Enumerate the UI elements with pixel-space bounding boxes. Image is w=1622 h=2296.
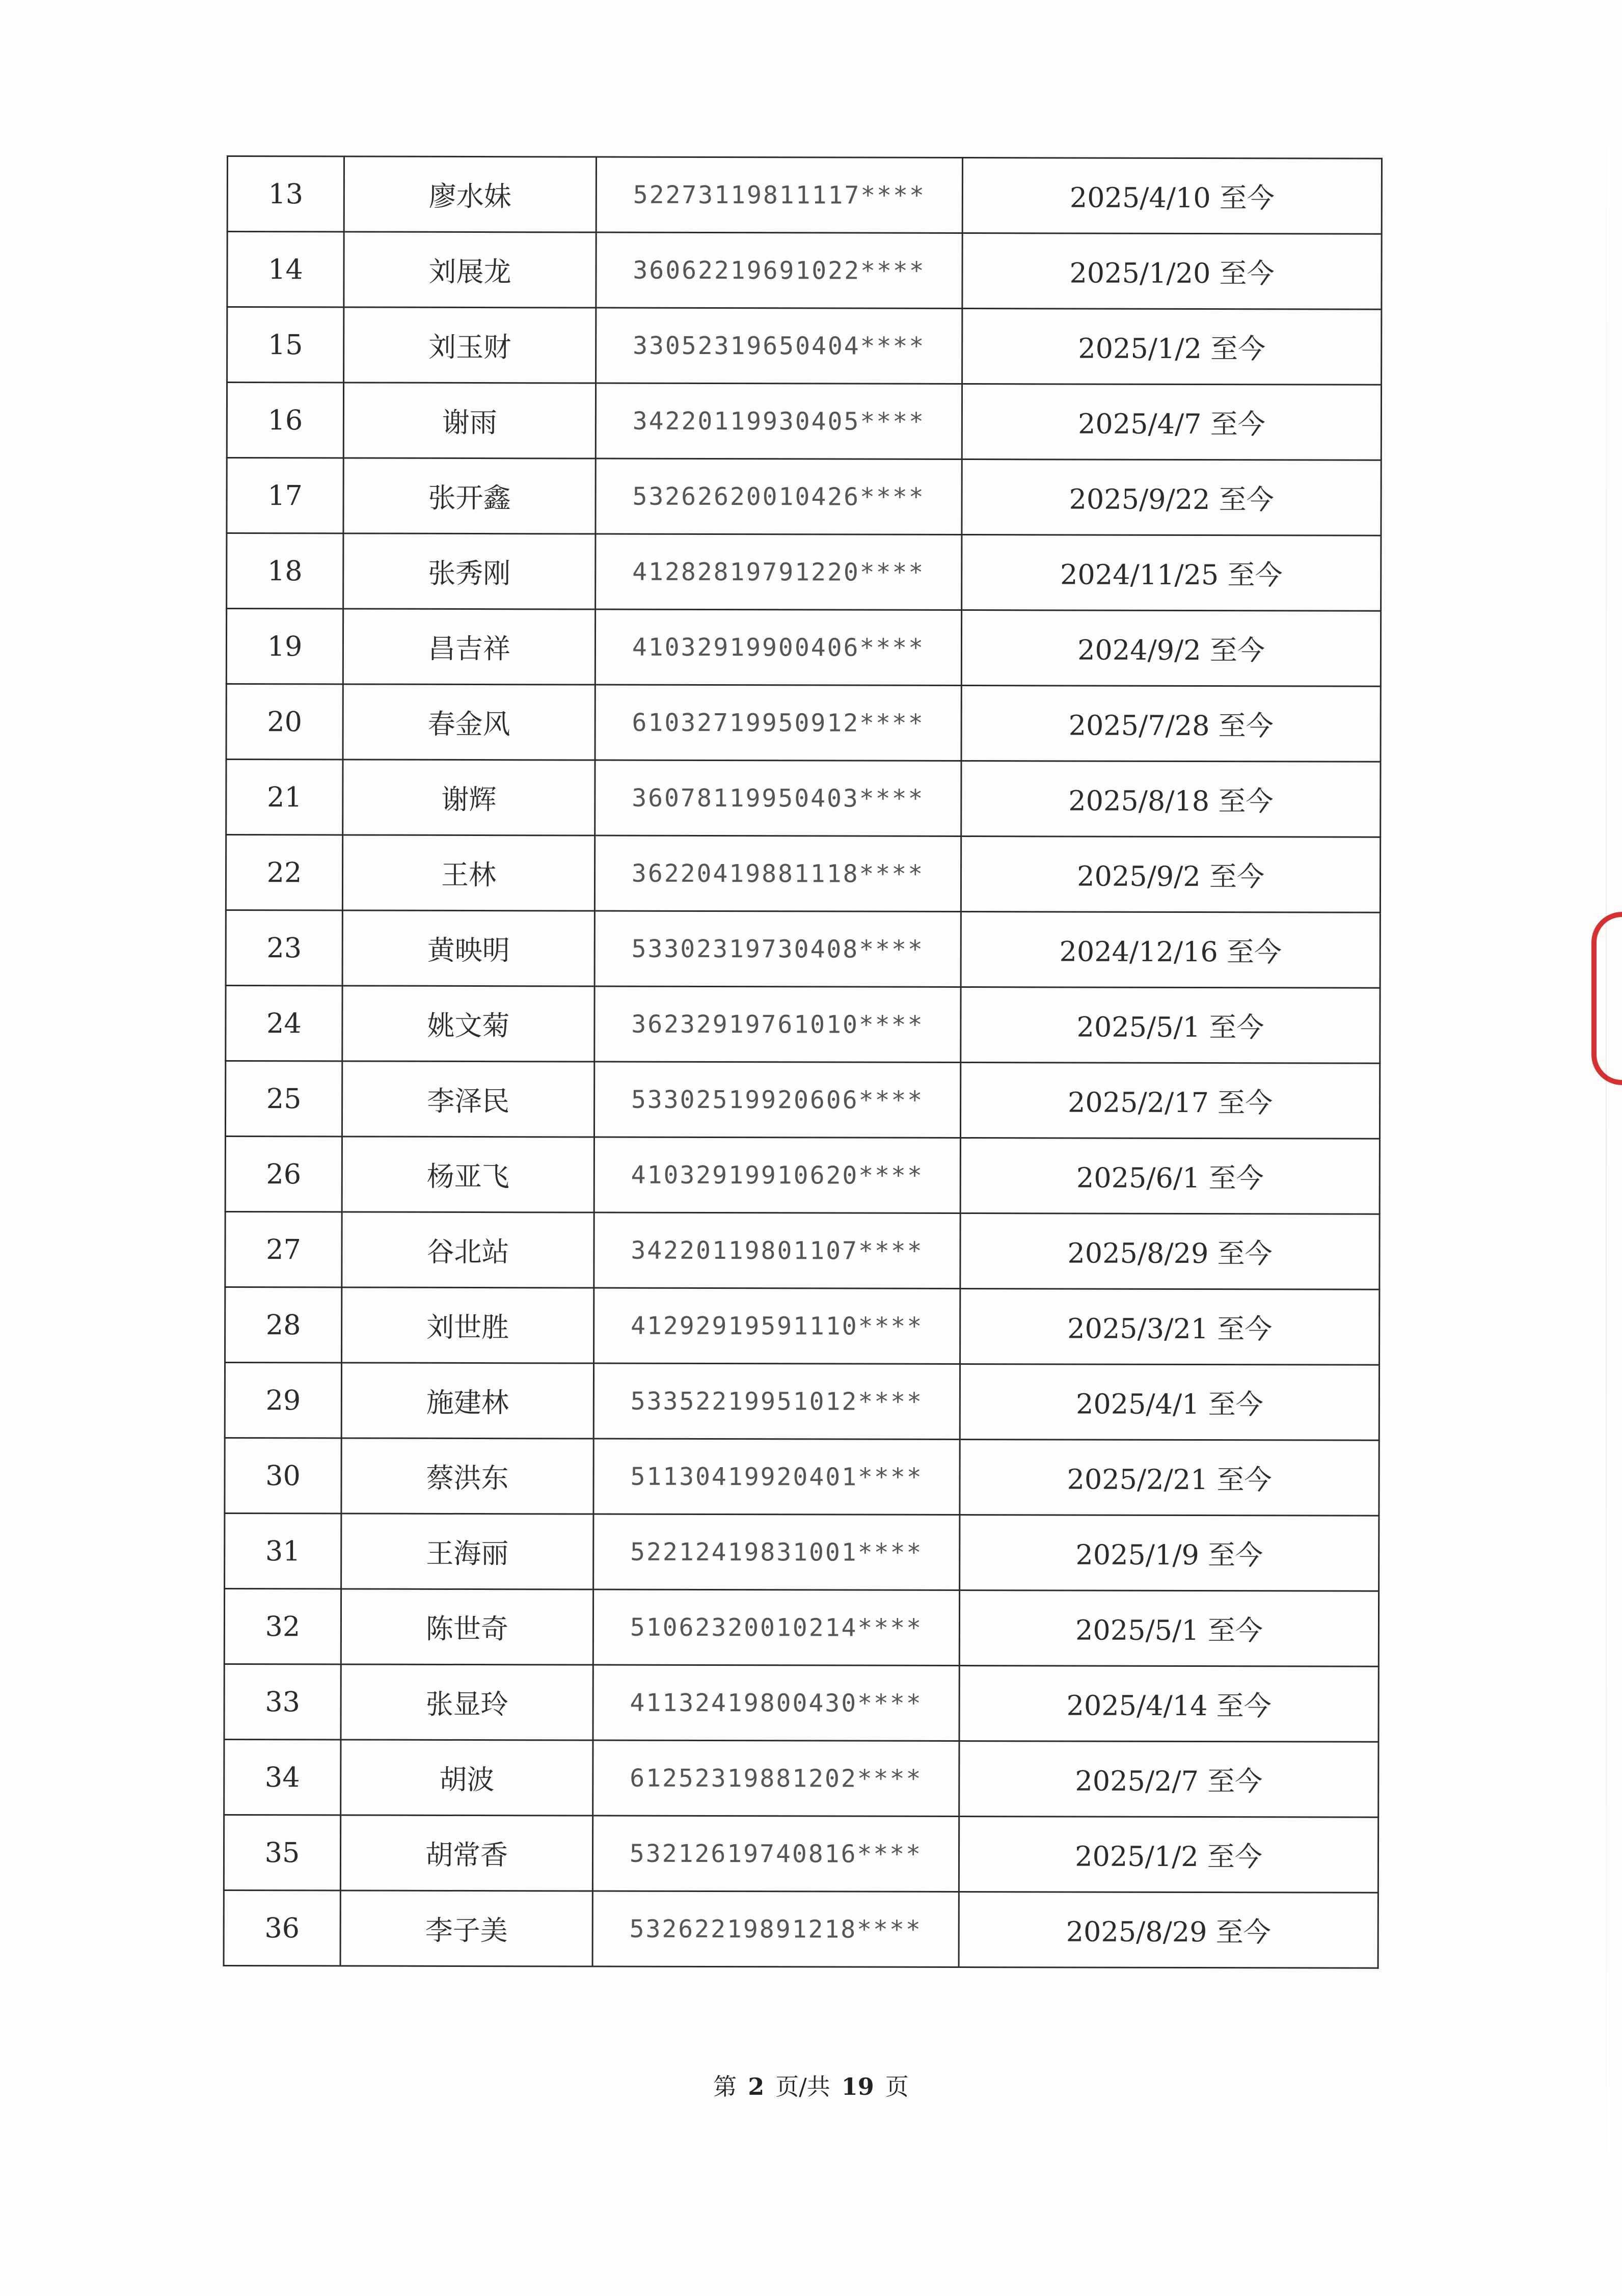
name-cell: 廖水妹 [344, 156, 596, 232]
name-cell: 施建林 [341, 1363, 593, 1439]
row-number-cell: 14 [227, 232, 344, 307]
table-row [227, 533, 1381, 611]
name-cell: 陈世奇 [341, 1589, 593, 1665]
id-number-cell: 51062320010214**** [593, 1589, 959, 1666]
row-number-cell: 22 [226, 835, 342, 910]
date-cell: 2025/7/28 至今 [961, 686, 1381, 762]
date-cell: 2025/1/2 至今 [962, 309, 1382, 385]
date-cell: 2025/3/21 至今 [960, 1289, 1380, 1365]
red-seal-edge [1591, 912, 1622, 1085]
date-cell: 2025/5/1 至今 [959, 1590, 1378, 1667]
id-number-cell: 41032919910620**** [594, 1137, 960, 1213]
date-cell: 2025/8/29 至今 [960, 1213, 1380, 1290]
name-cell: 谢雨 [343, 383, 596, 458]
footer-suffix: 页 [885, 2073, 909, 2100]
date-cell: 2025/4/7 至今 [962, 384, 1381, 461]
name-cell: 王海丽 [341, 1514, 593, 1589]
row-number-cell: 27 [225, 1211, 342, 1287]
row-number-cell: 19 [226, 609, 343, 684]
row-number-cell: 30 [225, 1438, 341, 1513]
date-cell: 2024/12/16 至今 [961, 912, 1380, 988]
table-row [227, 458, 1381, 536]
name-cell: 张开鑫 [343, 458, 596, 534]
row-number-cell: 29 [225, 1362, 341, 1438]
name-cell: 刘玉财 [344, 307, 596, 383]
row-number-cell: 18 [227, 533, 343, 609]
row-number-cell: 15 [227, 307, 344, 383]
date-cell: 2025/8/18 至今 [961, 761, 1381, 838]
table-row [225, 1061, 1380, 1139]
table-row [225, 1136, 1380, 1214]
name-cell: 李泽民 [342, 1061, 594, 1137]
row-number-cell: 20 [226, 684, 343, 760]
name-cell: 张秀刚 [343, 533, 596, 609]
table-row [226, 684, 1381, 762]
id-number-cell: 36078119950403**** [595, 760, 961, 836]
footer-current-page: 2 [748, 2073, 765, 2100]
name-cell: 谷北站 [342, 1212, 594, 1288]
date-cell: 2025/4/14 至今 [959, 1666, 1378, 1742]
id-number-cell: 41282819791220**** [596, 534, 962, 610]
date-cell: 2025/4/10 至今 [962, 158, 1382, 234]
name-cell: 春金风 [343, 684, 595, 760]
row-number-cell: 25 [225, 1061, 342, 1136]
row-number-cell: 36 [224, 1890, 340, 1965]
date-cell: 2025/1/2 至今 [959, 1817, 1378, 1893]
id-number-cell: 36232919761010**** [594, 986, 961, 1063]
id-number-cell: 53352219951012**** [593, 1363, 960, 1440]
name-cell: 姚文菊 [342, 986, 594, 1062]
row-number-cell: 31 [225, 1513, 341, 1588]
row-number-cell: 24 [226, 985, 342, 1061]
table-row [226, 609, 1381, 687]
table-row [227, 232, 1382, 310]
row-number-cell: 21 [226, 760, 343, 835]
name-cell: 黄映明 [342, 910, 594, 986]
table-row [226, 985, 1380, 1063]
row-number-cell: 16 [227, 383, 343, 458]
table-row [225, 1513, 1379, 1591]
table-row [225, 1287, 1380, 1365]
row-number-cell: 33 [224, 1664, 341, 1739]
id-number-cell: 61032719950912**** [595, 685, 961, 761]
page-footer [0, 2068, 1622, 2102]
date-cell: 2025/6/1 至今 [960, 1138, 1380, 1214]
table-row [227, 383, 1381, 461]
row-number-cell: 17 [227, 458, 343, 533]
id-number-cell: 53212619740816**** [592, 1816, 959, 1892]
id-number-cell: 52212419831001**** [593, 1514, 960, 1590]
date-cell: 2025/9/22 至今 [962, 460, 1381, 536]
id-number-cell: 41132419800430**** [593, 1665, 959, 1741]
date-cell: 2025/5/1 至今 [961, 987, 1380, 1064]
row-number-cell: 32 [224, 1588, 341, 1664]
date-cell: 2025/2/7 至今 [959, 1741, 1378, 1818]
date-cell: 2024/9/2 至今 [961, 610, 1381, 687]
table-row [225, 1362, 1379, 1440]
id-number-cell: 53262219891218**** [592, 1891, 959, 1967]
name-cell: 刘世胜 [342, 1287, 594, 1363]
id-number-cell: 34220119930405**** [596, 383, 962, 460]
table-row [226, 760, 1381, 838]
id-number-cell: 52273119811117**** [596, 157, 962, 233]
name-cell: 张显玲 [341, 1664, 593, 1740]
row-number-cell: 28 [225, 1287, 342, 1362]
id-number-cell: 53302319730408**** [594, 911, 961, 987]
table-row [227, 307, 1382, 385]
table-row [227, 156, 1382, 234]
row-number-cell: 13 [227, 156, 344, 232]
footer-prefix: 第 [713, 2073, 737, 2100]
name-cell: 昌吉祥 [343, 609, 595, 685]
name-cell: 李子美 [340, 1890, 592, 1966]
row-number-cell: 35 [224, 1815, 340, 1890]
footer-middle: 页/共 [775, 2073, 830, 2100]
table-row [224, 1588, 1378, 1666]
id-number-cell: 53302519920606**** [594, 1062, 960, 1138]
table-row [224, 1664, 1378, 1742]
table-row [225, 1211, 1380, 1289]
date-cell: 2024/11/25 至今 [962, 535, 1381, 611]
footer-total-pages: 19 [841, 2073, 874, 2100]
id-number-cell: 61252319881202**** [593, 1740, 959, 1817]
row-number-cell: 34 [224, 1739, 341, 1815]
table-row [226, 835, 1380, 913]
table-row [225, 1438, 1379, 1516]
id-number-cell: 36062219691022**** [596, 232, 962, 309]
row-number-cell: 26 [225, 1136, 342, 1211]
personnel-table [223, 155, 1383, 1969]
name-cell: 蔡洪东 [341, 1438, 593, 1514]
name-cell: 刘展龙 [344, 232, 596, 308]
name-cell: 杨亚飞 [342, 1137, 594, 1212]
id-number-cell: 41292919591110**** [594, 1288, 960, 1364]
table-row [224, 1815, 1378, 1893]
table-row [226, 910, 1380, 988]
date-cell: 2025/1/9 至今 [960, 1515, 1379, 1591]
date-cell: 2025/2/17 至今 [960, 1063, 1380, 1139]
table-row [224, 1739, 1378, 1817]
date-cell: 2025/1/20 至今 [962, 233, 1382, 310]
date-cell: 2025/2/21 至今 [960, 1440, 1379, 1516]
id-number-cell: 41032919900406**** [595, 609, 961, 686]
date-cell: 2025/8/29 至今 [959, 1892, 1378, 1968]
id-number-cell: 34220119801107**** [594, 1212, 960, 1289]
scan-edge-shadow [1606, 0, 1607, 2296]
name-cell: 王林 [342, 835, 594, 911]
row-number-cell: 23 [226, 910, 342, 985]
name-cell: 胡波 [341, 1740, 593, 1816]
table-row [224, 1890, 1378, 1968]
id-number-cell: 51130419920401**** [593, 1439, 960, 1515]
id-number-cell: 53262620010426**** [596, 458, 962, 535]
date-cell: 2025/9/2 至今 [961, 836, 1380, 913]
id-number-cell: 33052319650404**** [596, 308, 962, 384]
name-cell: 胡常香 [340, 1815, 592, 1891]
name-cell: 谢辉 [343, 760, 595, 835]
date-cell: 2025/4/1 至今 [960, 1364, 1379, 1441]
id-number-cell: 36220419881118**** [594, 835, 961, 912]
personnel-table-body [224, 156, 1382, 1968]
